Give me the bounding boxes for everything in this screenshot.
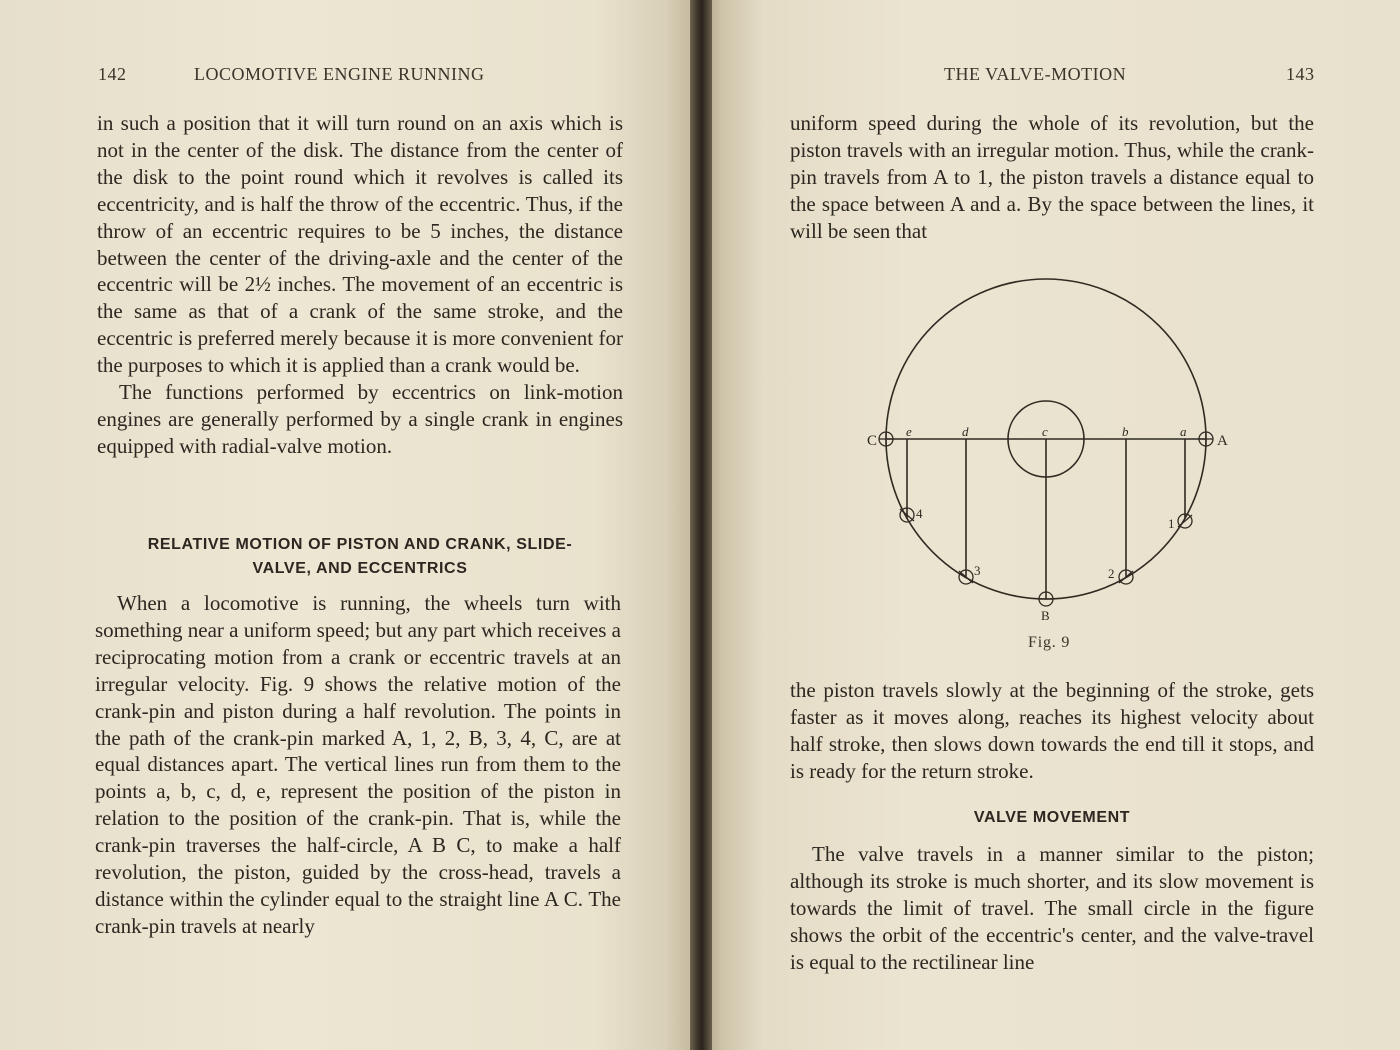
label-B: B (1041, 608, 1050, 623)
label-1: 1 (1168, 516, 1175, 531)
right-paragraph-1: uniform speed during the whole of its revolution, but the piston travels with an irregular motion. Thus, while the crank-pin travels from A to 1, the piston travels a distance equal to the space between A and a. By the space between the lines, it will be seen that (790, 111, 1314, 243)
label-C: C (867, 433, 878, 449)
book-gutter (690, 0, 712, 1050)
label-2: 2 (1108, 566, 1115, 581)
section-heading-line-2: VALVE, AND ECCENTRICS (252, 560, 468, 577)
right-section-heading: VALVE MOVEMENT (973, 809, 1131, 826)
right-paragraph-2: the piston travels slowly at the beginning of the stroke, gets faster as it moves along, reaches its highest velocity about half stroke, then slows down towards the end till it stops, and is ready for the return stroke. (790, 678, 1314, 783)
left-text-bottom (95, 590, 621, 940)
left-running-title: LOCOMOTIVE ENGINE RUNNING (194, 64, 485, 84)
left-paragraph-1: in such a position that it will turn round on an axis which is not in the center of the disk. The distance from the center of the disk to the point round which it revolves is called its eccentricity, and is half the throw of the eccentric. Thus, if the throw of an eccentric requires to be 5 inches, the distance between the center of the driving-axle and the center of the eccentric will be 2½ inches. The movement of an eccentric is the same as that of a crank of the same stroke, and the eccentric is preferred merely because it is more convenient for the purposes to which it is applied than a crank would be. (97, 111, 623, 378)
label-a: a (1180, 424, 1187, 439)
label-b: b (1122, 424, 1129, 439)
right-text-top (790, 110, 1314, 245)
label-d: d (962, 424, 969, 439)
label-4: 4 (916, 506, 923, 521)
figure-9-diagram (850, 265, 1250, 625)
right-page-number: 143 (1286, 64, 1315, 84)
right-text-bottom (790, 841, 1314, 976)
right-text-middle (790, 677, 1314, 785)
right-paragraph-3: The valve travels in a manner similar to the piston; although its stroke is much shorter, and its slow movement is towards the limit of travel. The small circle in the figure shows the orbit of the eccentric's center, and the valve-travel is equal to the rectilinear line (790, 842, 1314, 974)
label-c: c (1042, 424, 1048, 439)
left-section-heading (92, 533, 628, 581)
left-paragraph-2: The functions performed by eccentrics on link-motion engines are generally performed by a single crank in engines equipped with radial-valve motion. (97, 380, 623, 458)
label-3: 3 (974, 563, 981, 578)
right-running-title: THE VALVE-MOTION (944, 64, 1127, 84)
label-e: e (906, 424, 912, 439)
figure-caption: Fig. 9 (1028, 634, 1071, 651)
label-A: A (1217, 433, 1228, 449)
left-text-top (97, 110, 623, 460)
left-paragraph-3: When a locomotive is running, the wheels turn with something near a uniform speed; but any part which receives a reciprocating motion from a crank or eccentric travels at an irregular velocity. Fig. 9 shows the relative motion of the crank-pin and piston during a half revolution. The points in the path of the crank-pin marked A, 1, 2, B, 3, 4, C, are at equal distances apart. The vertical lines run from them to the points a, b, c, d, e, represent the position of the piston in relation to the position of the crank-pin. That is, while the crank-pin traverses the half-circle, A B C, to make a half revolution, the piston, guided by the cross-head, travels a distance within the cylinder equal to the straight line A C. The crank-pin travels at nearly (95, 591, 621, 938)
left-page-number: 142 (98, 64, 127, 84)
right-page (700, 0, 1400, 1050)
section-heading-line-1: RELATIVE MOTION OF PISTON AND CRANK, SLIDE- (147, 536, 573, 553)
